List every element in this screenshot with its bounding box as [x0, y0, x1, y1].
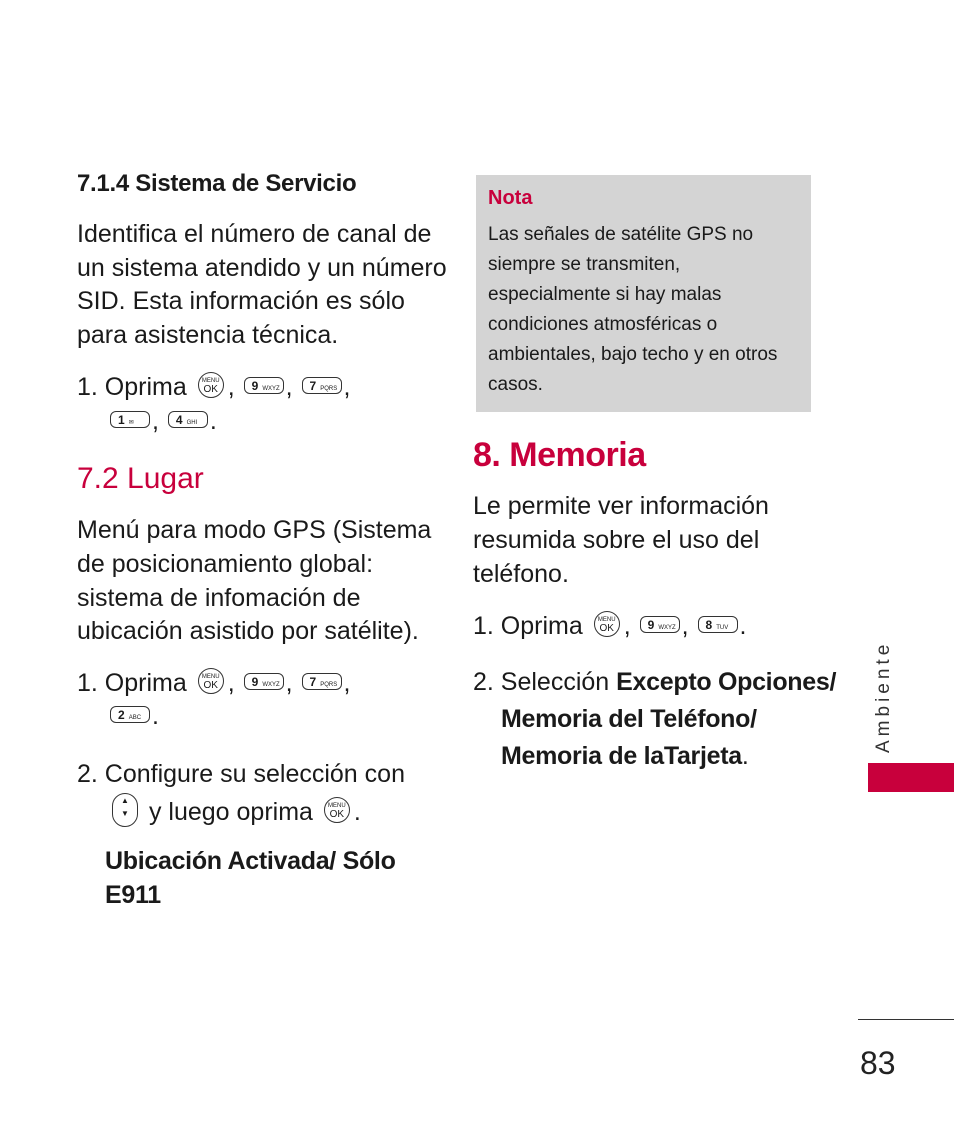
step-label: 1. Oprima: [77, 669, 187, 697]
text-line: para asistencia técnica.: [77, 321, 339, 349]
note-box: [476, 175, 811, 412]
memoria-step-2: 2. Selección Excepto Opciones/: [473, 668, 837, 696]
note-line: ambientales, bajo techo y en otros: [488, 344, 778, 365]
page-number: 83: [860, 1045, 896, 1081]
chapter-side-label: Ambiente: [873, 640, 894, 753]
subsection-heading: 7.1.4 Sistema de Servicio: [77, 170, 357, 197]
key-8-icon: 8 TUV: [698, 616, 738, 633]
key-9-icon: 9 WXYZ: [244, 377, 284, 394]
menu-ok-key-icon: MENU OK: [198, 668, 224, 694]
key-2-icon: 2 ABC: [110, 706, 150, 723]
step-1-keys-continued: 1 ✉ , 4 GHI .: [108, 404, 217, 438]
text-line: ubicación asistido por satélite).: [77, 617, 419, 645]
note-line: especialmente si hay malas: [488, 284, 722, 305]
text-line: un sistema atendido y un número: [77, 254, 447, 282]
note-line: siempre se transmiten,: [488, 254, 681, 275]
lugar-step-1-continued: 2 ABC .: [108, 699, 159, 733]
options-line: Ubicación Activada/ Sólo: [105, 847, 396, 875]
text-line: sistema de infomación de: [77, 584, 361, 612]
text-line: Identifica el número de canal de: [77, 220, 432, 248]
options-line: E911: [105, 881, 161, 909]
memoria-step-1: 1. Oprima MENU OK , 9 WXYZ , 8 TUV .: [473, 612, 747, 640]
key-7-icon: 7 PQRS: [302, 673, 342, 690]
text-line: teléfono.: [473, 560, 569, 588]
section-heading-memoria: 8. Memoria: [473, 436, 646, 474]
page-number-rule: [858, 1019, 954, 1020]
text-line: Menú para modo GPS (Sistema: [77, 516, 432, 544]
option-text: Excepto Opciones/: [616, 668, 837, 696]
option-text: Memoria del Teléfono/: [501, 705, 757, 733]
note-title: Nota: [488, 187, 533, 209]
option-text: Memoria de laTarjeta: [501, 742, 742, 770]
menu-ok-key-icon: MENU OK: [324, 797, 350, 823]
step-label: 1. Oprima: [473, 612, 583, 640]
text-line: SID. Esta información es sólo: [77, 287, 405, 315]
chapter-tab-bar: [868, 763, 954, 792]
key-4-icon: 4 GHI: [168, 411, 208, 428]
note-line: Las señales de satélite GPS no: [488, 224, 754, 245]
key-9-icon: 9 WXYZ: [640, 616, 680, 633]
text-line: resumida sobre el uso del: [473, 526, 760, 554]
lugar-step-2-continued: ▲ ▼ y luego oprima MENU OK .: [108, 795, 361, 829]
nav-key-icon: ▲ ▼: [112, 793, 138, 827]
menu-ok-key-icon: MENU OK: [594, 611, 620, 637]
text-line: Le permite ver información: [473, 492, 769, 520]
lugar-step-2: 2. Configure su selección con: [77, 760, 405, 788]
lugar-step-1: 1. Oprima MENU OK , 9 WXYZ , 7 PQRS ,: [77, 669, 351, 697]
step-1-instruction: 1. Oprima MENU OK , 9 WXYZ , 7 PQRS ,: [77, 373, 351, 401]
step-label: 1. Oprima: [77, 373, 187, 401]
key-9-icon: 9 WXYZ: [244, 673, 284, 690]
menu-ok-key-icon: MENU OK: [198, 372, 224, 398]
key-1-icon: 1 ✉: [110, 411, 150, 428]
text-line: de posicionamiento global:: [77, 550, 374, 578]
key-7-icon: 7 PQRS: [302, 377, 342, 394]
note-line: casos.: [488, 374, 543, 395]
section-heading-lugar: 7.2 Lugar: [77, 462, 204, 495]
memoria-step-2-end: Memoria de laTarjeta.: [501, 742, 749, 770]
note-line: condiciones atmosféricas o: [488, 314, 718, 335]
